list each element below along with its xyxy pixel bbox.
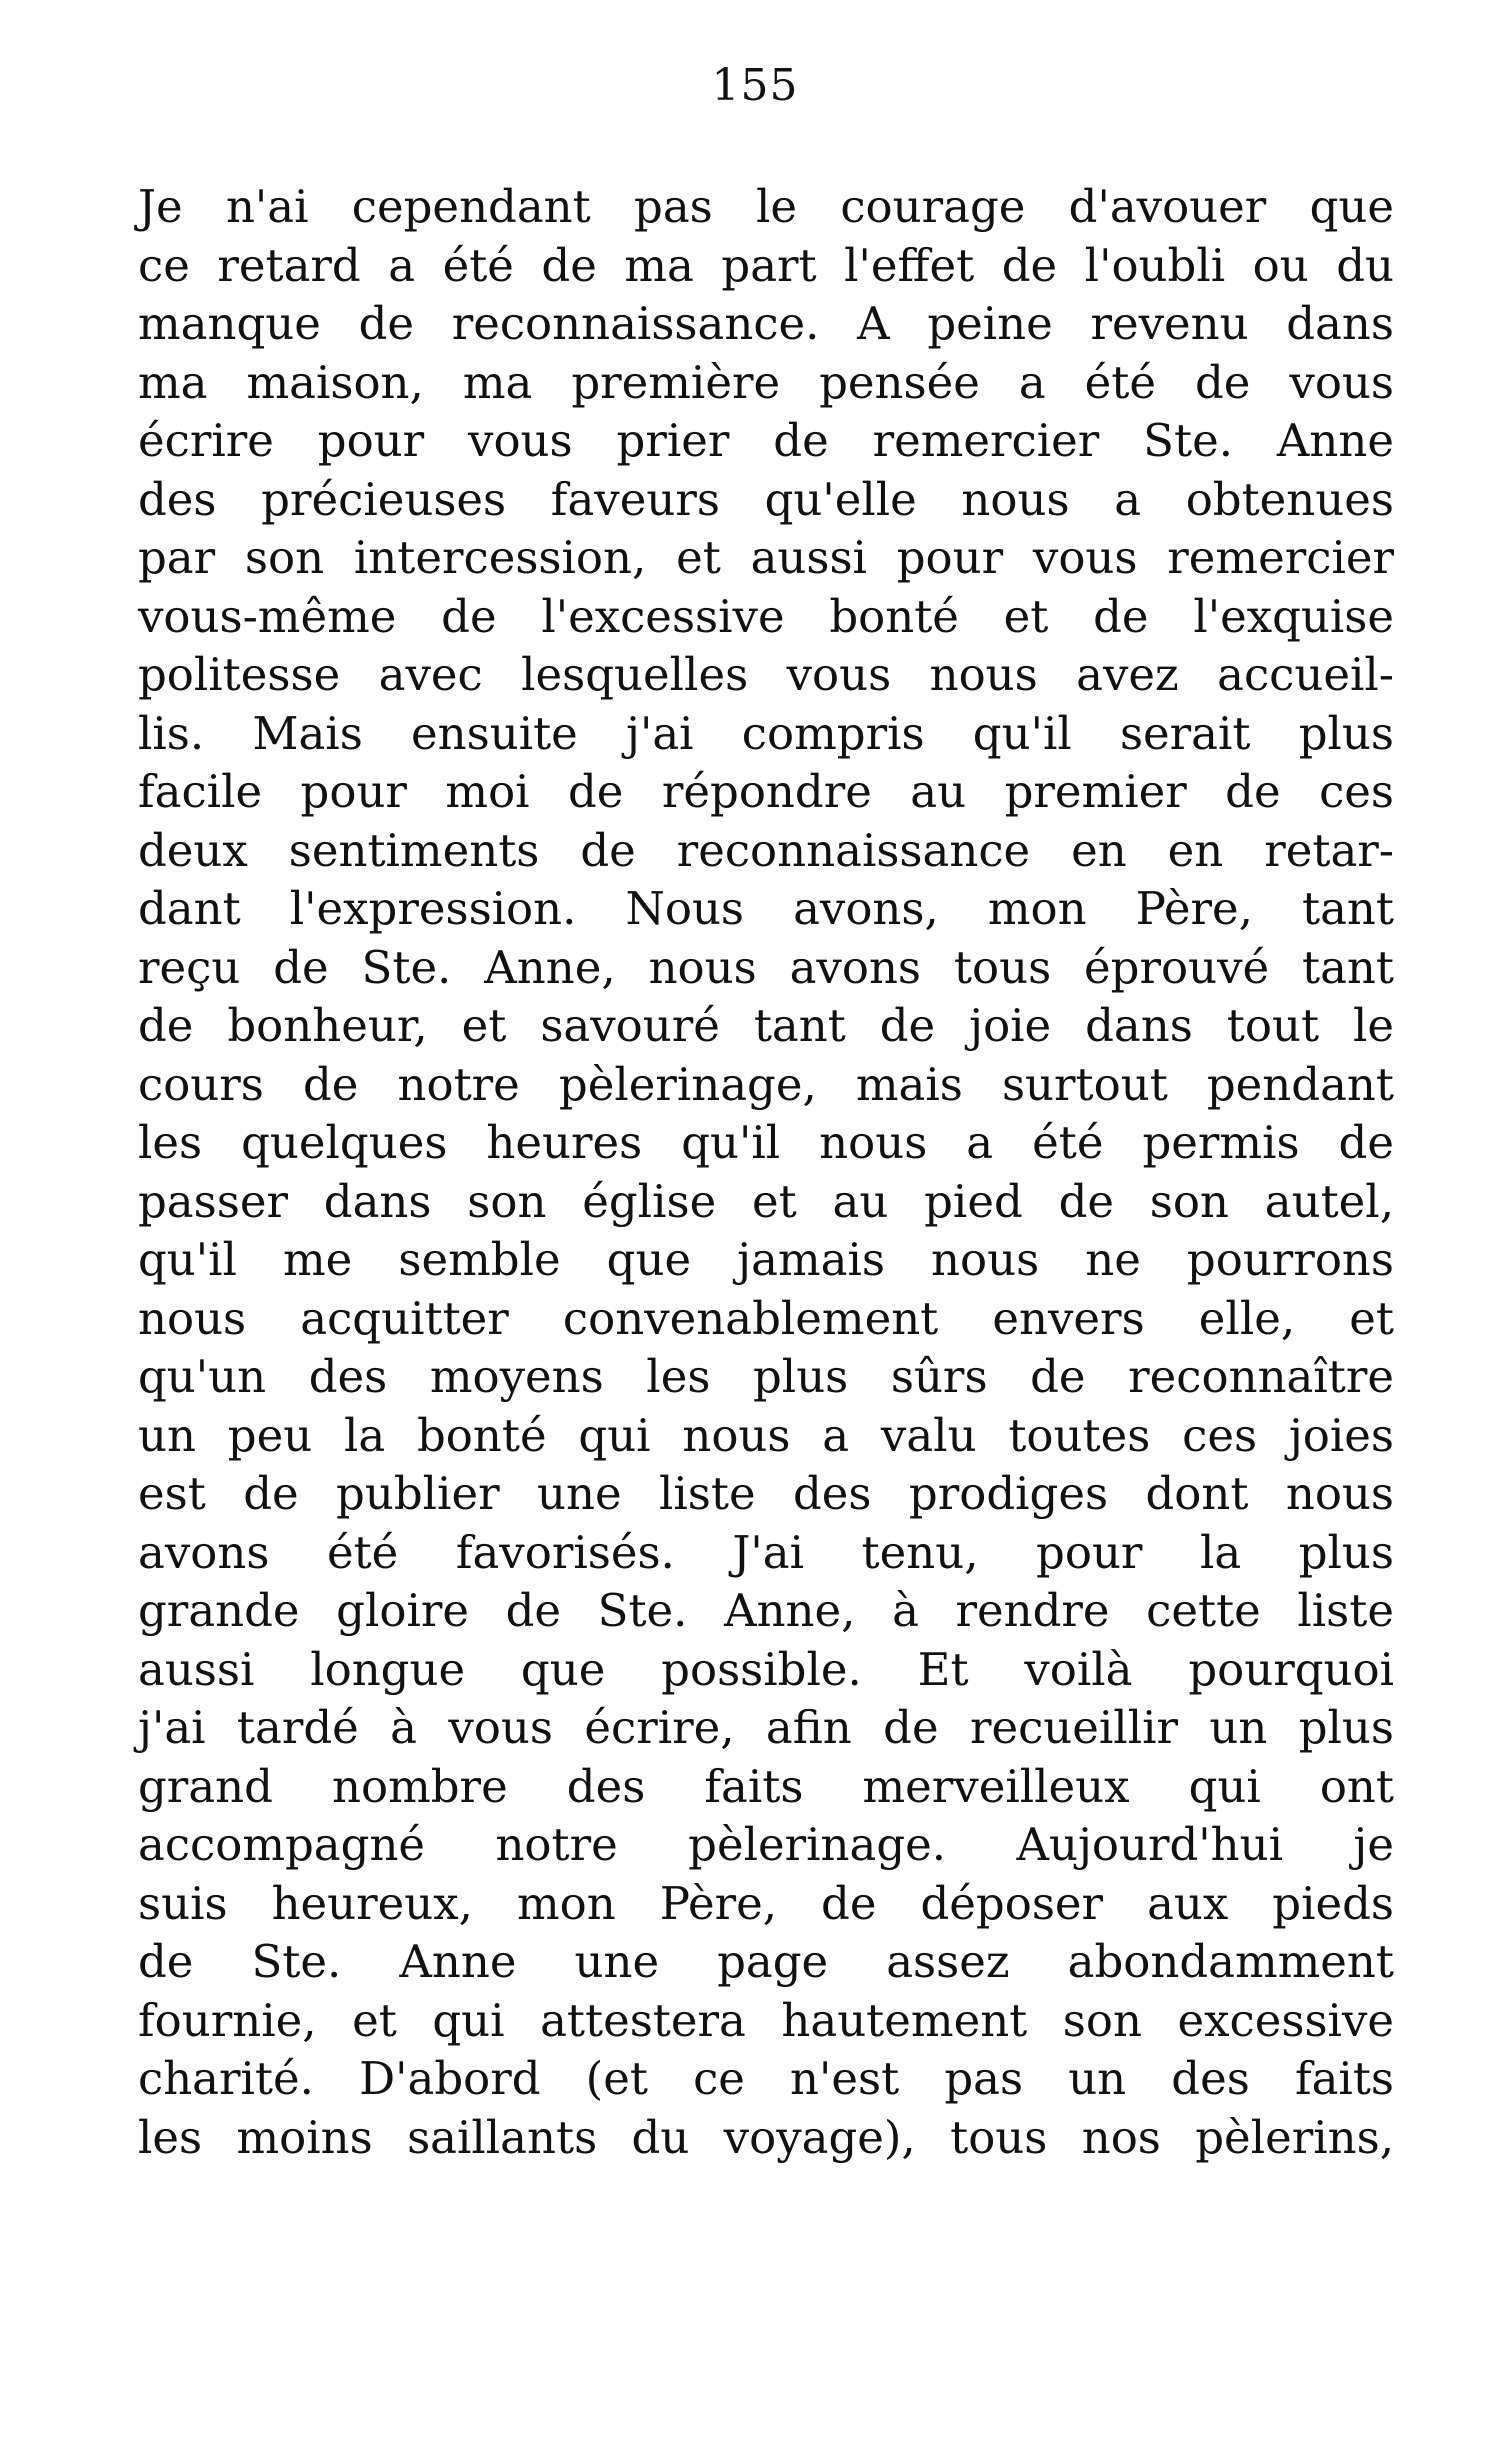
text-line: j'ai tardé à vous écrire, afin de recueillir un plus (138, 1701, 1394, 1754)
text-line: charité. D'abord (et ce n'est pas un des faits (138, 2052, 1394, 2105)
text-line: un peu la bonté qui nous a valu toutes ces joies (138, 1408, 1394, 1462)
text-line: des précieuses faveurs qu'elle nous a obtenues (138, 472, 1394, 526)
text-line: qu'il me semble que jamais nous ne pourrons (138, 1233, 1394, 1286)
text-line: reçu de Ste. Anne, nous avons tous éprouvé tant (138, 940, 1394, 994)
text-line: vous-même de l'excessive bonté et de l'exquise (138, 589, 1394, 643)
text-line: les moins saillants du voyage), tous nos pèlerins, (138, 2110, 1394, 2164)
text-line: grand nombre des faits merveilleux qui ont (138, 1759, 1394, 1813)
text-line: de Ste. Anne une page assez abondamment (138, 1935, 1394, 1988)
text-line: ma maison, ma première pensée a été de vous (138, 355, 1394, 409)
text-line: grande gloire de Ste. Anne, à rendre cette liste (138, 1584, 1394, 1637)
text-line: facile pour moi de répondre au premier de ces (138, 765, 1394, 818)
text-line: avons été favorisés. J'ai tenu, pour la plus (138, 1525, 1394, 1579)
text-line: Je n'ai cependant pas le courage d'avouer que (138, 180, 1394, 233)
text-line: dant l'expression. Nous avons, mon Père, tant (138, 882, 1394, 935)
text-line: deux sentiments de reconnaissance en en retar- (138, 823, 1394, 877)
text-line: politesse avec lesquelles vous nous avez accueil- (138, 648, 1394, 701)
text-line: est de publier une liste des prodiges dont nous (138, 1467, 1394, 1520)
text-line: cours de notre pèlerinage, mais surtout pendant (138, 1057, 1394, 1111)
body-text (138, 178, 1394, 2167)
page-number: 155 (711, 60, 799, 111)
text-line: de bonheur, et savouré tant de joie dans tout le (138, 999, 1394, 1052)
text-line: écrire pour vous prier de remercier Ste. Anne (138, 414, 1394, 467)
text-line: ce retard a été de ma part l'effet de l'oubli ou du (138, 238, 1394, 292)
text-line: fournie, et qui attestera hautement son excessive (138, 1993, 1394, 2047)
text-line: accompagné notre pèlerinage. Aujourd'hui je (138, 1818, 1394, 1871)
text-line: par son intercession, et aussi pour vous remercier (138, 531, 1394, 584)
text-line: qu'un des moyens les plus sûrs de reconnaître (138, 1350, 1394, 1403)
text-line: les quelques heures qu'il nous a été permis de (138, 1116, 1394, 1169)
text-line: suis heureux, mon Père, de déposer aux pieds (138, 1876, 1394, 1930)
text-line: passer dans son église et au pied de son autel, (138, 1174, 1394, 1228)
text-line: nous acquitter convenablement envers elle, et (138, 1291, 1394, 1345)
text-line: aussi longue que possible. Et voilà pourquoi (138, 1642, 1394, 1696)
text-line: manque de reconnaissance. A peine revenu dans (138, 297, 1394, 350)
text-line: lis. Mais ensuite j'ai compris qu'il serait plus (138, 706, 1394, 760)
